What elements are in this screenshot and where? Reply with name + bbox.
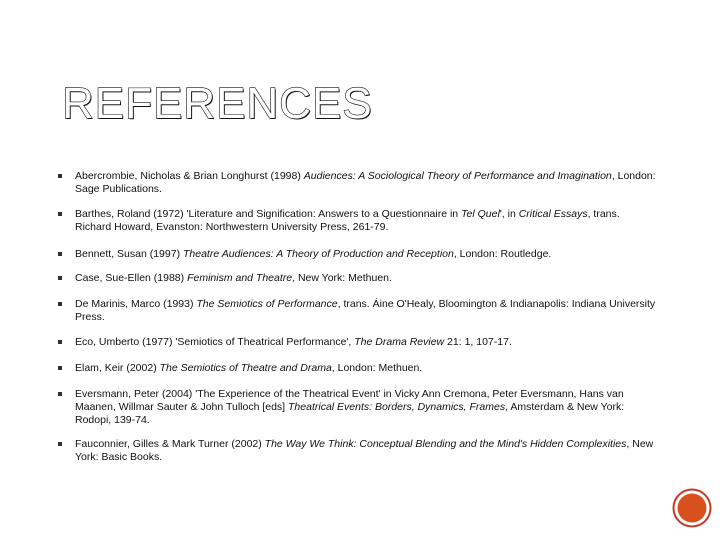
bullet-icon (58, 340, 62, 344)
reference-text: Case, Sue-Ellen (1988) Feminism and Theatre, New York: Methuen. (75, 272, 392, 284)
bullet-icon (58, 442, 62, 446)
reference-text: Barthes, Roland (1972) 'Literature and Signification: Answers to a Questionnaire in Tel Quel', in Critical Essays, trans. Richard Howard, Evanston: Northwestern University Press, 261-79. (75, 208, 620, 233)
bullet-icon (58, 302, 62, 306)
page-title: REFERENCES (62, 79, 373, 128)
circle-icon (672, 488, 712, 528)
circle-inner-fill (678, 494, 707, 523)
reference-item (58, 208, 658, 234)
reference-text: Eversmann, Peter (2004) 'The Experience of the Theatrical Event' in Vicky Ann Cremona, Peter Eversmann, Hans van Maanen, Willmar Sauter & John Tulloch [eds] Theatrical Events: Borders, Dynamics, Frames, Amsterdam & New York: Rodopi, 139-74. (75, 388, 625, 426)
reference-item (58, 272, 658, 285)
reference-item (58, 248, 658, 261)
reference-item (58, 362, 658, 375)
reference-text: De Marinis, Marco (1993) The Semiotics of Performance, trans. Áine O'Healy, Bloomington & Indianapolis: Indiana University Press. (75, 298, 656, 323)
reference-text: Bennett, Susan (1997) Theatre Audiences: A Theory of Production and Reception, London: Routledge. (75, 248, 552, 260)
bullet-icon (58, 366, 62, 370)
bullet-icon (58, 392, 62, 396)
reference-item (58, 298, 658, 324)
bullet-icon (58, 174, 62, 178)
bullet-icon (58, 252, 62, 256)
reference-text: Eco, Umberto (1977) 'Semiotics of Theatrical Performance', The Drama Review 21: 1, 107-17. (75, 336, 512, 348)
reference-item (58, 336, 658, 349)
reference-text: Abercrombie, Nicholas & Brian Longhurst (1998) Audiences: A Sociological Theory of Performance and Imagination, London: Sage Publications. (75, 170, 656, 195)
reference-text: Elam, Keir (2002) The Semiotics of Theatre and Drama, London: Methuen. (75, 362, 423, 374)
reference-item (58, 438, 658, 464)
bullet-icon (58, 212, 62, 216)
bullet-icon (58, 276, 62, 280)
reference-item (58, 170, 658, 196)
reference-text: Fauconnier, Gilles & Mark Turner (2002) The Way We Think: Conceptual Blending and the Mind's Hidden Complexities, New York: Basic Books. (75, 438, 654, 463)
reference-item (58, 388, 658, 427)
